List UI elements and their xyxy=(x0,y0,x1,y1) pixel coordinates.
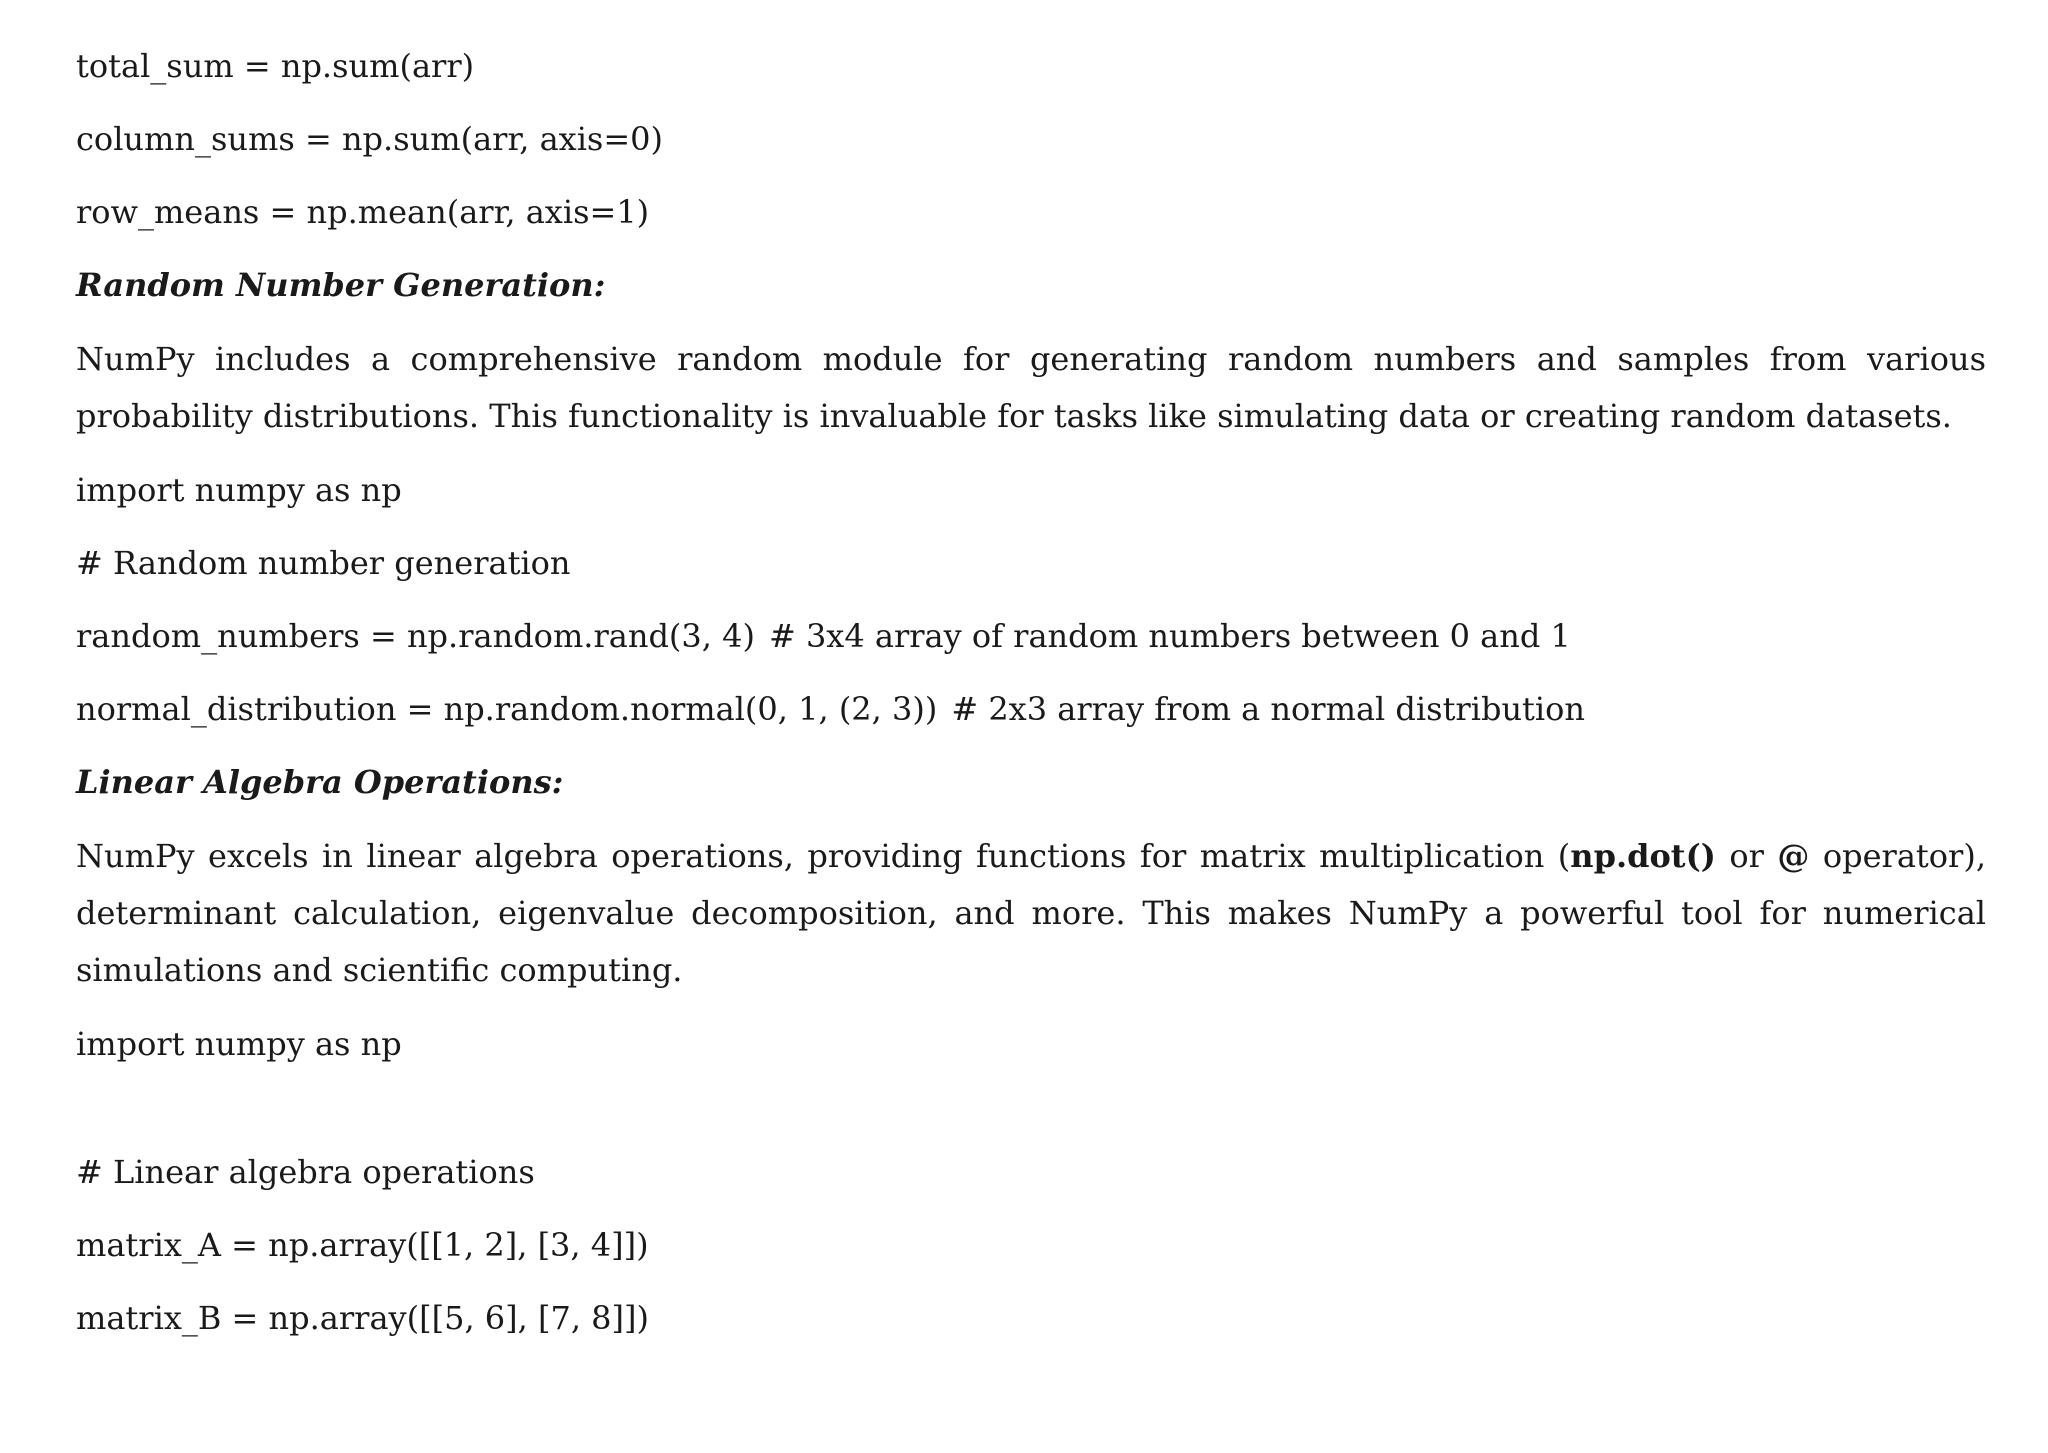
code-comment-linear-algebra: # Linear algebra operations xyxy=(76,1153,535,1191)
paragraph-linalg-text-2: or xyxy=(1715,837,1778,875)
code-line-matrix-a: matrix_A = np.array([[1, 2], [3, 4]]) xyxy=(76,1226,649,1264)
code-line-row-means: row_means = np.mean(arr, axis=1) xyxy=(76,193,650,231)
code-normal-distribution-comment: # 2x3 array from a normal distribution xyxy=(951,690,1586,728)
paragraph-linalg-np-dot: np.dot() xyxy=(1570,837,1716,875)
code-line-import-numpy-2: import numpy as np xyxy=(76,1025,402,1063)
code-line-column-sums: column_sums = np.sum(arr, axis=0) xyxy=(76,120,663,158)
code-line-normal-distribution xyxy=(76,689,1585,729)
heading-linear-algebra-operations: Linear Algebra Operations: xyxy=(76,763,564,801)
paragraph-linalg-at-operator: @ xyxy=(1777,837,1810,875)
paragraph-linalg-text-1: NumPy excels in linear algebra operations, providing functions for matrix multiplication ( xyxy=(76,837,1571,875)
code-line-random-numbers xyxy=(76,616,1571,656)
code-line-total-sum: total_sum = np.sum(arr) xyxy=(76,47,475,85)
code-random-numbers-statement: random_numbers = np.random.rand(3, 4) xyxy=(76,617,755,655)
code-line-matrix-b: matrix_B = np.array([[5, 6], [7, 8]]) xyxy=(76,1299,649,1337)
paragraph-random-module: NumPy includes a comprehensive random module for generating random numbers and samples from various probability distributions. This functionality is invaluable for tasks like simulating data or creating random datasets. xyxy=(76,340,1986,435)
paragraph-linear-algebra xyxy=(76,828,1986,999)
heading-random-number-generation: Random Number Generation: xyxy=(76,266,606,304)
code-random-numbers-comment: # 3x4 array of random numbers between 0 and 1 xyxy=(768,617,1571,655)
code-comment-random-generation: # Random number generation xyxy=(76,544,571,582)
code-normal-distribution-statement: normal_distribution = np.random.normal(0, 1, (2, 3)) xyxy=(76,690,938,728)
paragraph-linalg-text-3: operator), determinant calculation, eigenvalue decomposition, and more. This makes NumPy a powerful tool for numerical simulations and scientific computing. xyxy=(76,837,1987,989)
code-line-import-numpy-1: import numpy as np xyxy=(76,471,402,509)
